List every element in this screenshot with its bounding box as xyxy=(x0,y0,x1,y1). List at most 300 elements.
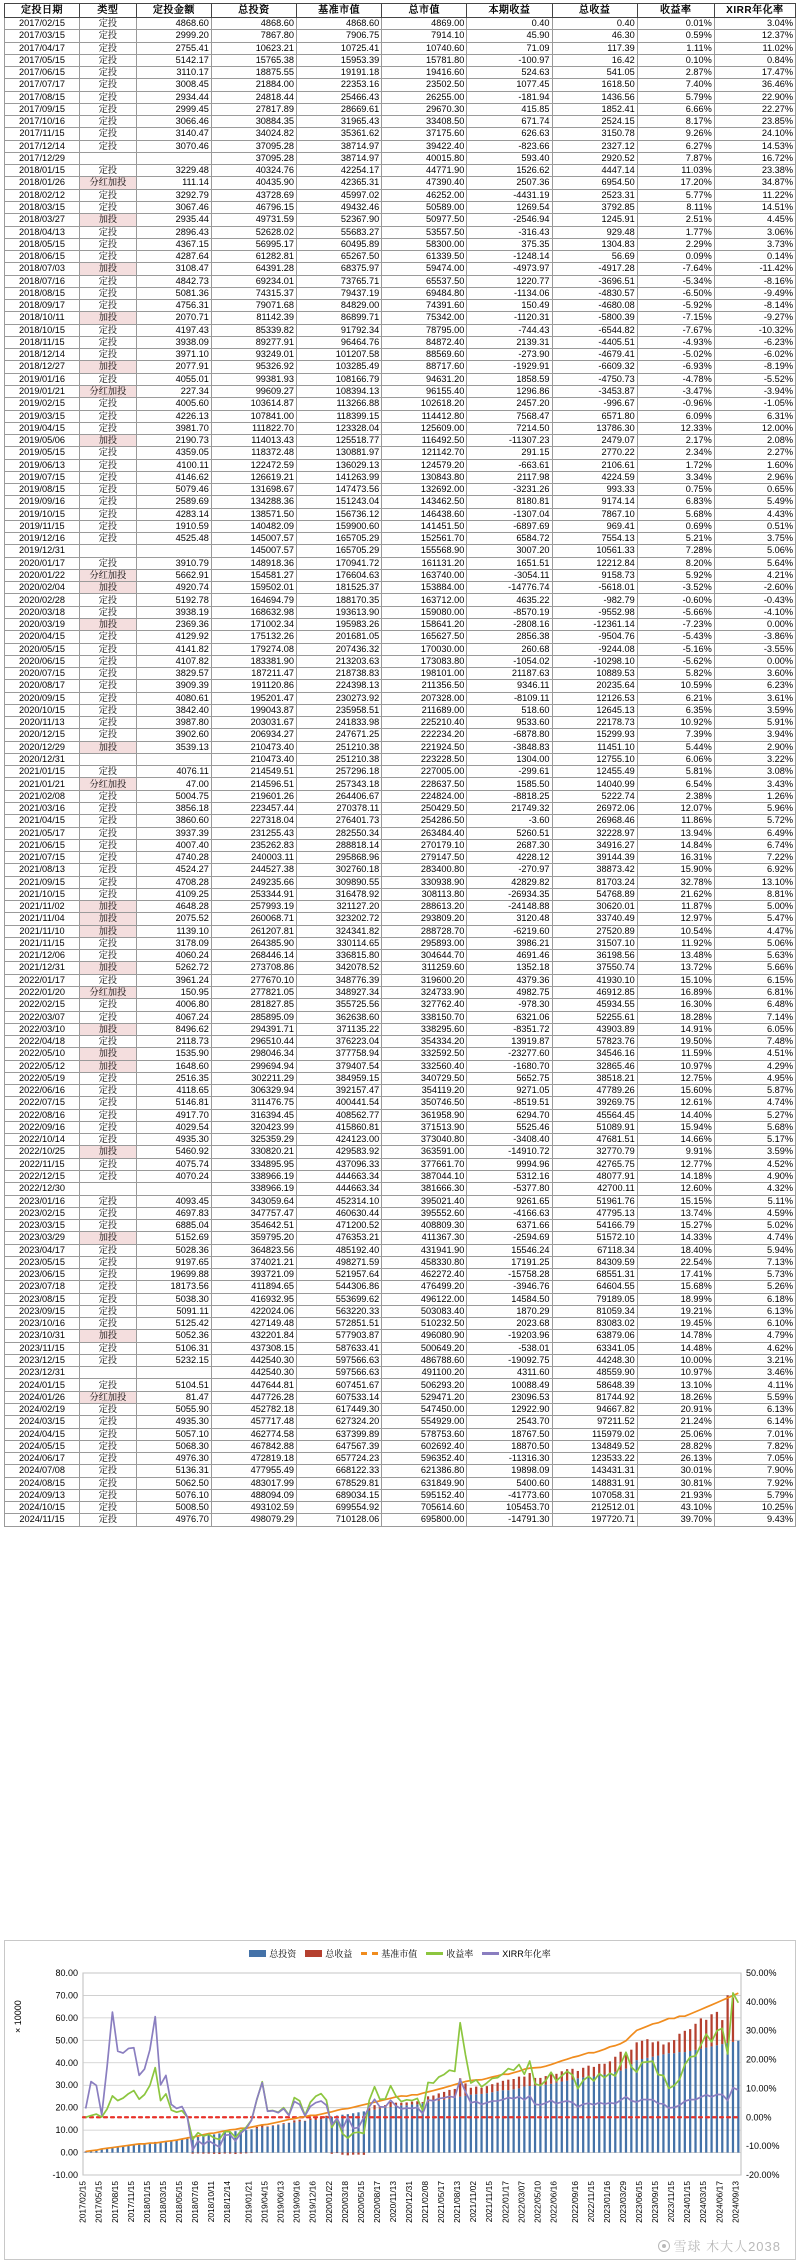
svg-text:2019/09/16: 2019/09/16 xyxy=(291,2181,302,2223)
svg-text:2023/11/15: 2023/11/15 xyxy=(666,2181,677,2223)
cell-6: 4635.22 xyxy=(467,594,552,606)
table-row xyxy=(5,422,796,434)
cell-2: 5106.31 xyxy=(136,1342,211,1354)
cell-7: 39144.39 xyxy=(552,852,637,864)
cell-1: 定投 xyxy=(80,140,137,152)
cell-5: 10740.60 xyxy=(382,42,467,54)
cell-6: -1054.02 xyxy=(467,655,552,667)
cell-4: 96464.76 xyxy=(297,336,382,348)
svg-text:2020/08/17: 2020/08/17 xyxy=(371,2181,382,2223)
cell-9: 17.47% xyxy=(714,67,795,79)
cell-8: -5.66% xyxy=(637,606,714,618)
cell-1: 定投 xyxy=(80,950,137,962)
cell-2: 3938.19 xyxy=(136,606,211,618)
cell-8: 2.17% xyxy=(637,435,714,447)
table-row xyxy=(5,704,796,716)
cell-3: 56995.17 xyxy=(211,238,296,250)
cell-9: 11.02% xyxy=(714,42,795,54)
table-row xyxy=(5,1244,796,1256)
table-row xyxy=(5,1428,796,1440)
cell-4: 68375.97 xyxy=(297,263,382,275)
cell-9: 4.51% xyxy=(714,1048,795,1060)
cell-0: 2023/05/15 xyxy=(5,1256,80,1268)
cell-5: 74391.60 xyxy=(382,300,467,312)
cell-2: 3229.48 xyxy=(136,165,211,177)
cell-0: 2021/10/15 xyxy=(5,888,80,900)
cell-3: 183381.90 xyxy=(211,655,296,667)
cell-3: 40324.76 xyxy=(211,165,296,177)
cell-1: 定投 xyxy=(80,864,137,876)
cell-6: 42829.82 xyxy=(467,876,552,888)
cell-7: 32228.97 xyxy=(552,827,637,839)
cell-7: -4405.51 xyxy=(552,336,637,348)
cell-3: 338966.19 xyxy=(211,1170,296,1182)
svg-text:2017/11/15: 2017/11/15 xyxy=(125,2181,136,2223)
cell-3: 148918.36 xyxy=(211,557,296,569)
cell-1: 分红加投 xyxy=(80,177,137,189)
cell-2: 4100.11 xyxy=(136,459,211,471)
cell-3: 214549.51 xyxy=(211,766,296,778)
cell-9: 3.08% xyxy=(714,766,795,778)
svg-text:80.00: 80.00 xyxy=(55,1968,78,1978)
cell-5: 371513.90 xyxy=(382,1121,467,1133)
column-header-0: 定投日期 xyxy=(5,4,80,18)
cell-2: 4756.31 xyxy=(136,300,211,312)
cell-4: 176604.63 xyxy=(297,569,382,581)
cell-0: 2022/09/16 xyxy=(5,1121,80,1133)
cell-6: 1077.45 xyxy=(467,79,552,91)
cell-1: 定投 xyxy=(80,1428,137,1440)
cell-1: 定投 xyxy=(80,876,137,888)
cell-3: 422024.06 xyxy=(211,1305,296,1317)
cell-9: 4.79% xyxy=(714,1330,795,1342)
cell-2: 4367.15 xyxy=(136,238,211,250)
cell-6: 1585.50 xyxy=(467,778,552,790)
cell-0: 2020/01/22 xyxy=(5,569,80,581)
table-row xyxy=(5,1453,796,1465)
cell-0: 2017/12/14 xyxy=(5,140,80,152)
cell-9: 5.68% xyxy=(714,1121,795,1133)
cell-2: 2589.69 xyxy=(136,496,211,508)
cell-6: 3120.48 xyxy=(467,913,552,925)
cell-0: 2022/03/07 xyxy=(5,1011,80,1023)
cell-6: 2687.30 xyxy=(467,839,552,851)
svg-text:2017/05/15: 2017/05/15 xyxy=(93,2181,104,2223)
cell-7: 44248.30 xyxy=(552,1354,637,1366)
cell-2: 2075.52 xyxy=(136,913,211,925)
cell-6: 518.60 xyxy=(467,704,552,716)
cell-6: 19898.09 xyxy=(467,1465,552,1477)
cell-5: 476499.20 xyxy=(382,1281,467,1293)
cell-7: 5222.74 xyxy=(552,790,637,802)
table-row xyxy=(5,275,796,287)
table-row xyxy=(5,1011,796,1023)
cell-5: 211356.50 xyxy=(382,680,467,692)
cell-9: 14.53% xyxy=(714,140,795,152)
cell-0: 2017/11/15 xyxy=(5,128,80,140)
cell-9: 3.61% xyxy=(714,692,795,704)
cell-6: 21749.32 xyxy=(467,803,552,815)
cell-6: -2546.94 xyxy=(467,214,552,226)
cell-2: 2070.71 xyxy=(136,312,211,324)
cell-8: -5.43% xyxy=(637,631,714,643)
cell-3: 488094.09 xyxy=(211,1489,296,1501)
cell-7: 68551.31 xyxy=(552,1269,637,1281)
cell-3: 99381.93 xyxy=(211,373,296,385)
cell-0: 2020/09/15 xyxy=(5,692,80,704)
cell-4: 224398.13 xyxy=(297,680,382,692)
cell-4: 25466.43 xyxy=(297,91,382,103)
cell-6: -2594.69 xyxy=(467,1232,552,1244)
cell-9: 12.37% xyxy=(714,30,795,42)
cell-9: 5.06% xyxy=(714,937,795,949)
table-row xyxy=(5,1158,796,1170)
chart-panel xyxy=(4,1940,796,2260)
cell-2: 4055.01 xyxy=(136,373,211,385)
cell-2: 3066.46 xyxy=(136,116,211,128)
svg-text:0.00: 0.00 xyxy=(60,2147,78,2158)
cell-9: 4.32% xyxy=(714,1183,795,1195)
cell-3: 126619.21 xyxy=(211,471,296,483)
cell-7: 67118.34 xyxy=(552,1244,637,1256)
cell-5: 69484.80 xyxy=(382,287,467,299)
cell-0: 2019/05/15 xyxy=(5,447,80,459)
cell-5: 332560.40 xyxy=(382,1060,467,1072)
cell-2: 5057.10 xyxy=(136,1428,211,1440)
svg-text:2024/01/15: 2024/01/15 xyxy=(682,2181,693,2223)
cell-1: 定投 xyxy=(80,1453,137,1465)
cell-7: 52255.61 xyxy=(552,1011,637,1023)
cell-3: 89277.91 xyxy=(211,336,296,348)
cell-8: 12.07% xyxy=(637,803,714,815)
cell-1: 定投 xyxy=(80,1440,137,1452)
cell-1: 定投 xyxy=(80,692,137,704)
cell-3: 316394.45 xyxy=(211,1109,296,1121)
cell-0: 2017/10/16 xyxy=(5,116,80,128)
cell-1: 定投 xyxy=(80,1256,137,1268)
cell-0: 2018/03/27 xyxy=(5,214,80,226)
cell-7: 43903.89 xyxy=(552,1023,637,1035)
cell-8: 0.01% xyxy=(637,18,714,30)
cell-4: 371135.22 xyxy=(297,1023,382,1035)
cell-1: 定投 xyxy=(80,974,137,986)
cell-5: 361958.90 xyxy=(382,1109,467,1121)
cell-7: 993.33 xyxy=(552,484,637,496)
cell-4: 647567.39 xyxy=(297,1440,382,1452)
cell-8: 30.01% xyxy=(637,1465,714,1477)
cell-8: 20.91% xyxy=(637,1404,714,1416)
watermark xyxy=(658,2236,781,2255)
table-row xyxy=(5,778,796,790)
cell-7: 27520.89 xyxy=(552,925,637,937)
cell-2: 2077.91 xyxy=(136,361,211,373)
cell-2: 2999.20 xyxy=(136,30,211,42)
cell-1: 定投 xyxy=(80,1085,137,1097)
cell-7: 13786.30 xyxy=(552,422,637,434)
cell-2: 4976.30 xyxy=(136,1453,211,1465)
cell-7: 2327.12 xyxy=(552,140,637,152)
cell-6: -4431.19 xyxy=(467,189,552,201)
cell-8: 30.81% xyxy=(637,1477,714,1489)
cell-3: 37095.28 xyxy=(211,140,296,152)
cell-9: 3.46% xyxy=(714,1367,795,1379)
cell-1: 定投 xyxy=(80,815,137,827)
cell-6: 5400.60 xyxy=(467,1477,552,1489)
cell-1: 定投 xyxy=(80,1502,137,1514)
cell-7: 47789.26 xyxy=(552,1085,637,1097)
cell-7: 45564.45 xyxy=(552,1109,637,1121)
cell-4: 342078.52 xyxy=(297,962,382,974)
cell-5: 4869.00 xyxy=(382,18,467,30)
table-row xyxy=(5,717,796,729)
cell-0: 2018/12/27 xyxy=(5,361,80,373)
table-row xyxy=(5,741,796,753)
table-row xyxy=(5,91,796,103)
svg-text:-20.00%: -20.00% xyxy=(746,2170,780,2180)
cell-5: 33408.50 xyxy=(382,116,467,128)
svg-text:2020/05/15: 2020/05/15 xyxy=(355,2181,366,2223)
cell-0: 2020/03/19 xyxy=(5,619,80,631)
table-row xyxy=(5,680,796,692)
cell-9: 3.94% xyxy=(714,729,795,741)
cell-3: 159502.01 xyxy=(211,582,296,594)
table-row xyxy=(5,1072,796,1084)
cell-0: 2020/06/15 xyxy=(5,655,80,667)
cell-6: 1352.18 xyxy=(467,962,552,974)
cell-7: 7554.13 xyxy=(552,533,637,545)
cell-4: 257343.18 xyxy=(297,778,382,790)
cell-5: 224824.00 xyxy=(382,790,467,802)
cell-7: 81703.24 xyxy=(552,876,637,888)
table-row xyxy=(5,1195,796,1207)
cell-6: -8818.25 xyxy=(467,790,552,802)
cell-1: 定投 xyxy=(80,1477,137,1489)
cell-6: 18870.50 xyxy=(467,1440,552,1452)
cell-5: 152561.70 xyxy=(382,533,467,545)
cell-2: 3829.57 xyxy=(136,668,211,680)
cell-3: 103614.87 xyxy=(211,398,296,410)
cell-4: 572851.51 xyxy=(297,1318,382,1330)
cell-1: 定投 xyxy=(80,1072,137,1084)
cell-9: 0.00% xyxy=(714,655,795,667)
cell-4: 141263.99 xyxy=(297,471,382,483)
cell-9: -3.55% xyxy=(714,643,795,655)
cell-6: -26934.35 xyxy=(467,888,552,900)
cell-7: -5618.01 xyxy=(552,582,637,594)
cell-7: 212512.01 xyxy=(552,1502,637,1514)
cell-6: 15546.24 xyxy=(467,1244,552,1256)
cell-6: 1651.51 xyxy=(467,557,552,569)
cell-8: 39.70% xyxy=(637,1514,714,1526)
svg-text:2024/09/13: 2024/09/13 xyxy=(730,2181,741,2223)
cell-2: 4141.82 xyxy=(136,643,211,655)
table-row xyxy=(5,447,796,459)
cell-9: 6.05% xyxy=(714,1023,795,1035)
cell-2: 1910.59 xyxy=(136,520,211,532)
cell-8: 0.59% xyxy=(637,30,714,42)
cell-7: 134849.52 xyxy=(552,1440,637,1452)
svg-text:40.00: 40.00 xyxy=(55,2057,78,2068)
cell-7: 81744.92 xyxy=(552,1391,637,1403)
cell-0: 2022/07/15 xyxy=(5,1097,80,1109)
cell-6: 3986.21 xyxy=(467,937,552,949)
cell-3: 164694.79 xyxy=(211,594,296,606)
cell-1: 定投 xyxy=(80,643,137,655)
table-row xyxy=(5,496,796,508)
cell-7: 32865.46 xyxy=(552,1060,637,1072)
svg-text:2019/12/16: 2019/12/16 xyxy=(307,2181,318,2223)
cell-6: 2543.70 xyxy=(467,1416,552,1428)
cell-6: 1304.00 xyxy=(467,753,552,765)
table-row xyxy=(5,852,796,864)
cell-0: 2023/11/15 xyxy=(5,1342,80,1354)
cell-0: 2021/04/15 xyxy=(5,815,80,827)
cell-1: 定投 xyxy=(80,459,137,471)
cell-7: 1304.83 xyxy=(552,238,637,250)
cell-1: 定投 xyxy=(80,668,137,680)
cell-3: 244527.38 xyxy=(211,864,296,876)
cell-4: 316478.92 xyxy=(297,888,382,900)
cell-1: 加投 xyxy=(80,214,137,226)
cell-2 xyxy=(136,1367,211,1379)
cell-4: 10725.41 xyxy=(297,42,382,54)
cell-2: 4708.28 xyxy=(136,876,211,888)
cell-5: 547450.00 xyxy=(382,1404,467,1416)
cell-1: 定投 xyxy=(80,1097,137,1109)
cell-5: 595152.40 xyxy=(382,1489,467,1501)
cell-9: 0.51% xyxy=(714,520,795,532)
cell-0: 2023/01/16 xyxy=(5,1195,80,1207)
cell-9: 7.13% xyxy=(714,1256,795,1268)
cell-0: 2022/12/30 xyxy=(5,1183,80,1195)
cell-1: 加投 xyxy=(80,435,137,447)
cell-0: 2020/04/15 xyxy=(5,631,80,643)
svg-text:20.00%: 20.00% xyxy=(746,2054,777,2065)
cell-2: 4935.30 xyxy=(136,1416,211,1428)
cell-7: -5800.39 xyxy=(552,312,637,324)
cell-6: -6219.60 xyxy=(467,925,552,937)
cell-9: 4.74% xyxy=(714,1097,795,1109)
cell-0: 2020/05/15 xyxy=(5,643,80,655)
cell-5: 222234.20 xyxy=(382,729,467,741)
cell-1: 定投 xyxy=(80,1244,137,1256)
cell-3: 253344.91 xyxy=(211,888,296,900)
cell-3: 214596.51 xyxy=(211,778,296,790)
table-row xyxy=(5,1354,796,1366)
cell-2: 5262.72 xyxy=(136,962,211,974)
cell-2: 4146.62 xyxy=(136,471,211,483)
cell-3: 311476.75 xyxy=(211,1097,296,1109)
table-row xyxy=(5,1097,796,1109)
cell-9: 4.29% xyxy=(714,1060,795,1072)
cell-9: 11.22% xyxy=(714,189,795,201)
cell-4: 577903.87 xyxy=(297,1330,382,1342)
cell-4: 444663.34 xyxy=(297,1170,382,1182)
cell-8: 19.45% xyxy=(637,1318,714,1330)
cell-2: 4109.25 xyxy=(136,888,211,900)
cell-9: 8.81% xyxy=(714,888,795,900)
cell-6: -4973.97 xyxy=(467,263,552,275)
cell-2: 3292.79 xyxy=(136,189,211,201)
cell-6: -8109.11 xyxy=(467,692,552,704)
cell-6: -19092.75 xyxy=(467,1354,552,1366)
cell-7: 3792.85 xyxy=(552,201,637,213)
cell-1: 定投 xyxy=(80,1269,137,1281)
cell-1: 定投 xyxy=(80,557,137,569)
cell-3: 145007.57 xyxy=(211,545,296,557)
cell-3: 374021.21 xyxy=(211,1256,296,1268)
cell-8: -7.67% xyxy=(637,324,714,336)
cell-5: 377661.70 xyxy=(382,1158,467,1170)
cell-9: -8.14% xyxy=(714,300,795,312)
table-row xyxy=(5,974,796,986)
cell-9: 2.27% xyxy=(714,447,795,459)
cell-7: 58648.39 xyxy=(552,1379,637,1391)
cell-0: 2023/02/15 xyxy=(5,1207,80,1219)
cell-2: 4093.45 xyxy=(136,1195,211,1207)
table-row xyxy=(5,1023,796,1035)
cell-9: 16.72% xyxy=(714,152,795,164)
table-row xyxy=(5,18,796,30)
cell-6: 1269.54 xyxy=(467,201,552,213)
table-row xyxy=(5,790,796,802)
column-header-9: XIRR年化率 xyxy=(714,4,795,18)
svg-text:-10.00%: -10.00% xyxy=(746,2141,780,2152)
cell-9: 6.14% xyxy=(714,1416,795,1428)
svg-text:30.00: 30.00 xyxy=(55,2080,78,2091)
cell-7: 7867.10 xyxy=(552,508,637,520)
cell-5: 143462.50 xyxy=(382,496,467,508)
cell-9: 4.11% xyxy=(714,1379,795,1391)
cell-9: 22.90% xyxy=(714,91,795,103)
cell-2: 2934.44 xyxy=(136,91,211,103)
cell-5: 155568.90 xyxy=(382,545,467,557)
cell-9: -8.19% xyxy=(714,361,795,373)
cell-7: 51572.10 xyxy=(552,1232,637,1244)
cell-7: 2523.31 xyxy=(552,189,637,201)
cell-7: 33740.49 xyxy=(552,913,637,925)
cell-8: 0.09% xyxy=(637,251,714,263)
cell-7: 45934.55 xyxy=(552,999,637,1011)
cell-7: 3150.78 xyxy=(552,128,637,140)
cell-5: 132692.00 xyxy=(382,484,467,496)
cell-2: 150.95 xyxy=(136,986,211,998)
cell-4: 429583.92 xyxy=(297,1146,382,1158)
cell-6: -15758.28 xyxy=(467,1269,552,1281)
cell-3: 114013.43 xyxy=(211,435,296,447)
cell-1: 定投 xyxy=(80,373,137,385)
cell-6: 6294.70 xyxy=(467,1109,552,1121)
cell-8: 5.77% xyxy=(637,189,714,201)
svg-text:2020/01/22: 2020/01/22 xyxy=(323,2181,334,2223)
cell-7: 94667.82 xyxy=(552,1404,637,1416)
cell-4: 309890.55 xyxy=(297,876,382,888)
cell-6: 9271.05 xyxy=(467,1085,552,1097)
cell-2: 3539.13 xyxy=(136,741,211,753)
cell-6: -1248.14 xyxy=(467,251,552,263)
cell-5: 486788.60 xyxy=(382,1354,467,1366)
cell-6: 1870.29 xyxy=(467,1305,552,1317)
cell-0: 2021/11/15 xyxy=(5,937,80,949)
cell-2: 5028.36 xyxy=(136,1244,211,1256)
cell-6: 5525.46 xyxy=(467,1121,552,1133)
cell-5: 75342.00 xyxy=(382,312,467,324)
cell-2: 4226.13 xyxy=(136,410,211,422)
cell-5: 40015.80 xyxy=(382,152,467,164)
cell-5: 705614.60 xyxy=(382,1502,467,1514)
cell-0: 2017/05/15 xyxy=(5,54,80,66)
table-row xyxy=(5,839,796,851)
